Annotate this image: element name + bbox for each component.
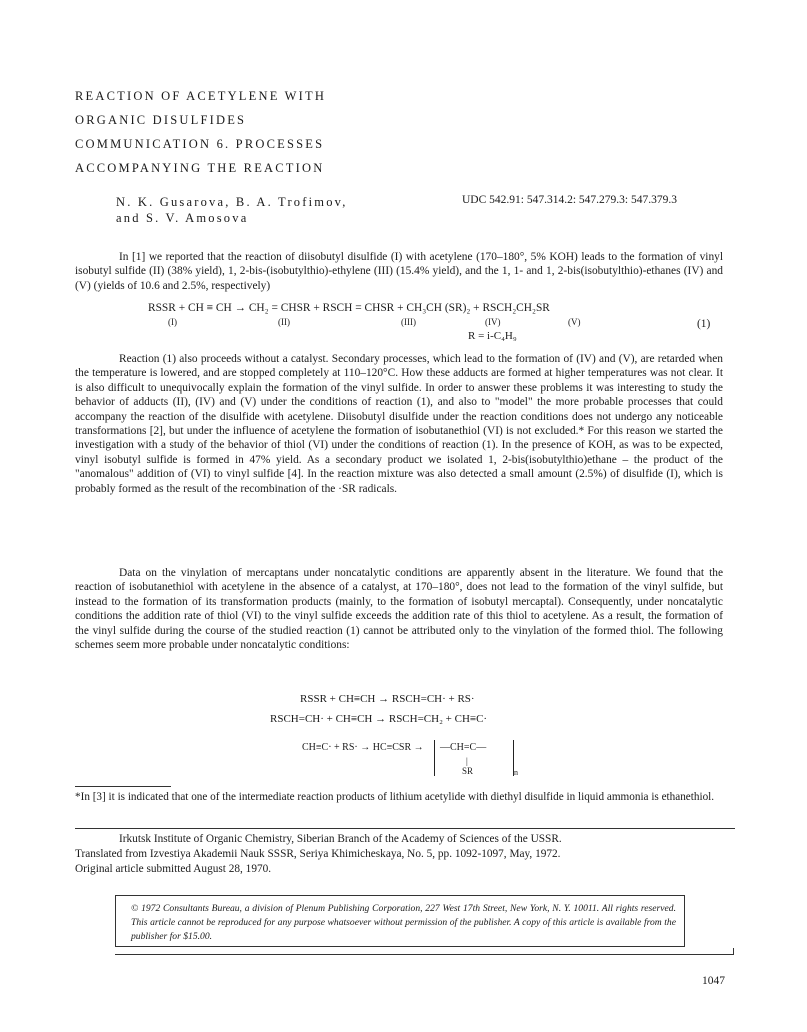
copyright-notice: © 1972 Consultants Bureau, a division of Plenum Publishing Corporation, 227 West 17th Street, New York, N. Y. 10011. All rights reserved. This article cannot be reproduced for any purpose whatsoever without permission of the publisher. A copy of this article is available from the publisher for $15.00. (131, 903, 676, 942)
authors-line-1: N. K. Gusarova, B. A. Trofimov, (116, 195, 348, 209)
affiliation (75, 832, 735, 878)
eq-label-V: (V) (568, 317, 581, 327)
r-definition: R = i-C₄H₉ (468, 330, 517, 342)
udc-code: UDC 542.91: 547.314.2: 547.279.3: 547.379.3 (462, 194, 677, 206)
footnote-rule (75, 786, 171, 787)
polymer-index: n (514, 768, 518, 777)
copyright-bottom-rule (115, 954, 734, 955)
affiliation-line-2: Translated from Izvestiya Akademii Nauk SSSR, Seriya Khimicheskaya, No. 5, pp. 1092-1097, May, 1972. (75, 848, 561, 861)
affiliation-line-3: Original article submitted August 28, 1970. (75, 863, 272, 876)
affiliation-line-1: Irkutsk Institute of Organic Chemistry, Siberian Branch of the Academy of Sciences of the USSR. (119, 833, 562, 845)
title-line-2: ORGANIC DISULFIDES (75, 113, 247, 127)
page-number: 1047 (702, 975, 725, 987)
title-line-3: COMMUNICATION 6. PROCESSES (75, 137, 325, 151)
eq-label-III: (III) (401, 317, 416, 327)
eq-label-I: (I) (168, 317, 177, 327)
paragraph-3: Data on the vinylation of mercaptans under noncatalytic conditions are apparently absent in the literature. We found that the reaction of isobutanethiol with acetylene in the absence of a catalyst, at 170–180°, does not lead to the formation of the vinyl sulfide, but instead to the formation of its transformation products (mainly, to the formation of isobutyl mercaptal). Consequently, under noncatalytic conditions the addition rate of thiol (VI) to the vinyl sulfide exceeds the addition rate of this thiol to acetylene. As a result, the formation of the vinyl sulfide during the course of the studied reaction (1) cannot be attributed only to the vinylation of the formed thiol. The following schemes seem more probable under noncatalytic conditions: (75, 567, 723, 652)
equation-1: RSSR + CH ≡ CH → CH₂ = CHSR + RSCH = CHSR + CH₃CH (SR)₂ + RSCH₂CH₂SR (148, 302, 550, 314)
equation-number: (1) (697, 318, 711, 330)
polymer-repeat-unit: —CH=C— (440, 742, 487, 753)
scheme-line-1: RSSR + CH≡CH → RSCH=CH· + RS· (300, 693, 475, 705)
intro-paragraph: In [1] we reported that the reaction of diisobutyl disulfide (I) with acetylene (170–180°, 5% KOH) leads to the formation of vinyl isobutyl sulfide (II) (38% yield), 1, 2-bis-(isobutylthio)-ethylene (III) (15.4% yield), and the 1, 1- and 1, 2-bis(isobutylthio)-ethanes (IV) and (V) (yields of 10.6 and 2.5%, respectively) (75, 251, 723, 292)
polymer-bond: | (466, 756, 468, 766)
authors (116, 194, 348, 226)
eq-label-II: (II) (278, 317, 290, 327)
title-line-4: ACCOMPANYING THE REACTION (75, 161, 325, 175)
footnote: *In [3] it is indicated that one of the intermediate reaction products of lithium acetylide with diethyl disulfide in liquid ammonia is ethanethiol. (75, 791, 715, 803)
affiliation-rule (75, 828, 735, 829)
scheme-line-2: RSCH=CH· + CH≡CH → RSCH=CH₂ + CH≡C· (270, 713, 488, 725)
polymer-substituent: SR (462, 766, 474, 776)
eq-label-IV: (IV) (485, 317, 501, 327)
title-line-1: REACTION OF ACETYLENE WITH (75, 89, 327, 103)
scheme-line-3: CH≡C· + RS· → HC≡CSR → (302, 742, 424, 753)
copyright-side-rule (733, 948, 734, 954)
authors-line-2: and S. V. Amosova (116, 211, 249, 225)
paragraph-2: Reaction (1) also proceeds without a catalyst. Secondary processes, which lead to the formation of (IV) and (V), are retarded when the temperature is lowered, and are stopped completely at 110–120°C. How these adducts are formed at higher temperatures was not clear. It is also difficult to unequivocally explain the formation of the vinyl sulfide. In order to answer these problems it was interesting to study the behavior of adducts (II), (IV) and (V) under the conditions of reaction (1), and also to "model" the more probable processes that could accompany the reaction of the disulfide with acetylene. Diisobutyl disulfide under the reaction conditions does not undergo any noticeable transformations [2], but under the influence of acetylene the formation of isobutanethiol (VI) is not excluded.* For this reason we started the investigation with a study of the behavior of thiol (VI) under the conditions of reaction (1). In the presence of KOH, as was to be expected, vinyl isobutyl sulfide is formed in 47% yield. As a secondary product we isolated 1, 2-bis(isobutylthio)ethane – the product of the "anomalous" addition of (VI) to vinyl sulfide [4]. In the reaction mixture was also detected a small amount (2.5%) of disulfide (I), which is probably formed as the result of the recombination of the ·SR radicals. (75, 353, 723, 495)
